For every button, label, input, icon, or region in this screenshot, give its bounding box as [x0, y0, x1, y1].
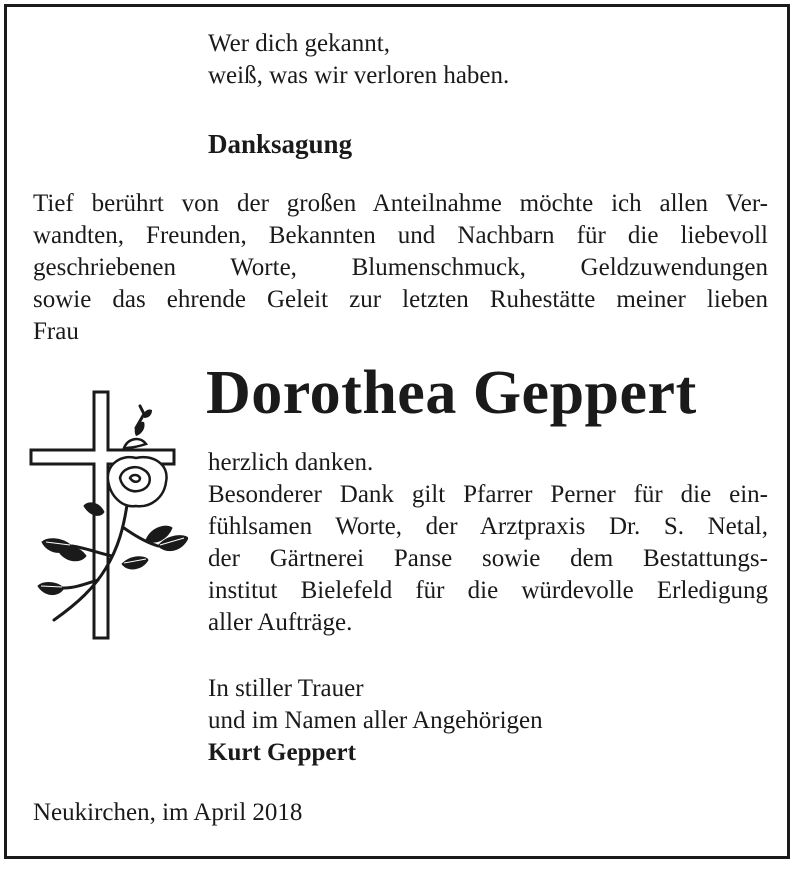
- signoff-line: und im Namen aller Angehörigen: [208, 707, 543, 734]
- thanks-line: herzlich danken.: [208, 449, 374, 476]
- thanks-line: institut Bielefeld für die würdevolle Erledigung: [208, 577, 768, 604]
- intro-line: geschriebenen Worte, Blumenschmuck, Geldzuwendungen: [33, 254, 768, 281]
- intro-line: Tief berührt von der großen Anteilnahme möchte ich allen Ver-: [33, 190, 768, 217]
- intro-line: Frau: [33, 318, 79, 345]
- thanks-line: der Gärtnerei Panse sowie dem Bestattungs-: [208, 545, 768, 572]
- signoff-line: In stiller Trauer: [208, 675, 364, 702]
- quote-line-1: Wer dich gekannt,: [208, 30, 390, 57]
- thanks-line: Besonderer Dank gilt Pfarrer Perner für die ein-: [208, 481, 768, 508]
- intro-line: sowie das ehrende Geleit zur letzten Ruhestätte meiner lieben: [33, 286, 768, 313]
- signoff-block: [208, 673, 543, 769]
- intro-paragraph: [33, 188, 768, 348]
- quote-line-2: weiß, was wir verloren haben.: [208, 62, 510, 89]
- heading-danksagung: Danksagung: [208, 129, 353, 159]
- thanks-line: fühlsamen Worte, der Arztpraxis Dr. S. Netal,: [208, 513, 768, 540]
- place-date: Neukirchen, im April 2018: [33, 799, 303, 826]
- thanks-paragraph: [208, 447, 768, 639]
- cross-with-rose-icon: [28, 388, 188, 644]
- deceased-name: Dorothea Geppert: [206, 359, 697, 427]
- memorial-quote: [208, 28, 509, 92]
- intro-line: wandten, Freunden, Bekannten und Nachbarn für die liebevoll: [33, 222, 768, 249]
- thanks-line: aller Aufträge.: [208, 609, 353, 636]
- signer-name: Kurt Geppert: [208, 739, 356, 766]
